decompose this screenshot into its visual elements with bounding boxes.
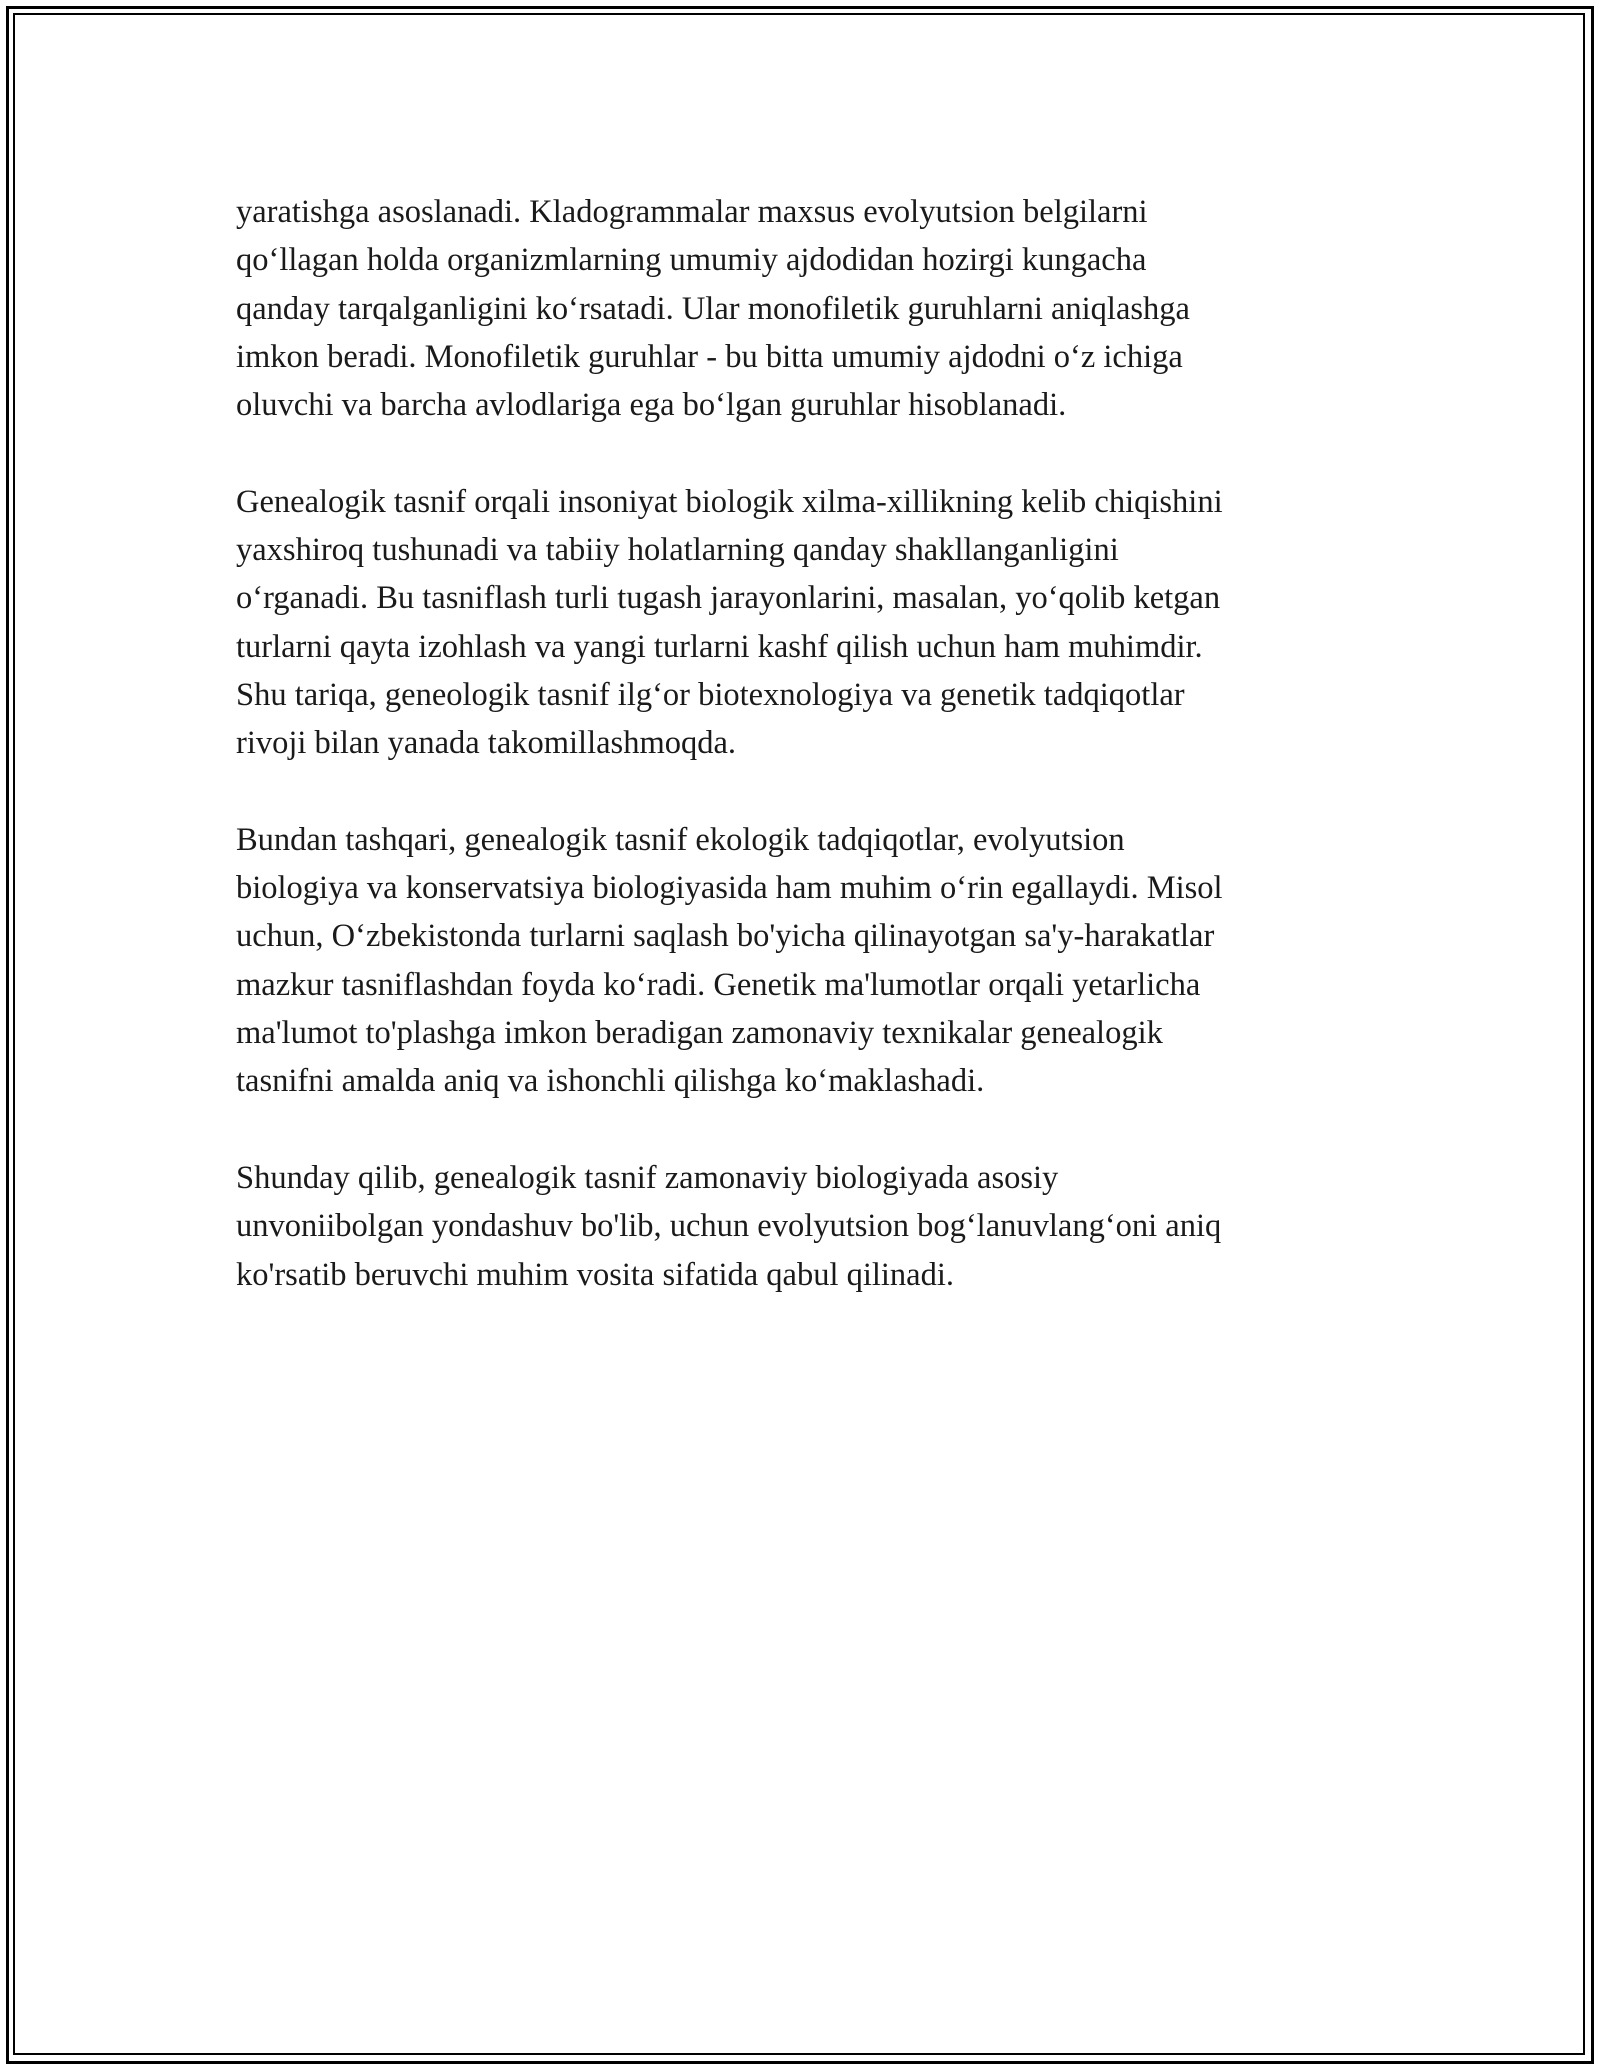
paragraph-2: Genealogik tasnif orqali insoniyat biologik xilma-xillikning kelib chiqishini yaxshiroq tushunadi va tabiiy holatlarning qanday shakllanganligini oʻrganadi. Bu tasniflash turli tugash jarayonlarini, masalan, yoʻqolib ketgan turlarni qayta izohlash va yangi turlarni kashf qilish uchun ham muhimdir. Shu tariqa, geneologik tasnif ilgʻor biotexnologiya va genetik tadqiqotlar rivoji bilan yanada takomillashmoqda. — [236, 483, 1223, 762]
paragraph-1: yaratishga asoslanadi. Kladogrammalar maxsus evolyutsion belgilarni qoʻllagan holda organizmlarning umumiy ajdodidan hozirgi kungacha qanday tarqalganligini koʻrsatadi. Ular monofiletik guruhlarni aniqlashga imkon beradi. Monofiletik guruhlar - bu bitta umumiy ajdodni oʻz ichiga oluvchi va barcha avlodlariga ega boʻlgan guruhlar hisoblanadi. — [236, 194, 1190, 424]
paragraph-4: Shunday qilib, genealogik tasnif zamonaviy biologiyada asosiy unvoniibolgan yondashuv bo'lib, uchun evolyutsion bogʻlanuvlangʻoni aniq ko'rsatib beruvchi muhim vosita sifatida qabul qilinadi. — [236, 1159, 1222, 1293]
document-body — [236, 188, 1366, 1347]
paragraph-3: Bundan tashqari, genealogik tasnif ekologik tadqiqotlar, evolyutsion biologiya va konservatsiya biologiyasida ham muhim oʻrin egallaydi. Misol uchun, Oʻzbekistonda turlarni saqlash bo'yicha qilinayotgan sa'y-harakatlar mazkur tasniflashdan foyda koʻradi. Genetik ma'lumotlar orqali yetarlicha ma'lumot to'plashga imkon beradigan zamonaviy texnikalar genealogik tasnifni amalda aniq va ishonchli qilishga koʻmaklashadi. — [236, 821, 1223, 1100]
